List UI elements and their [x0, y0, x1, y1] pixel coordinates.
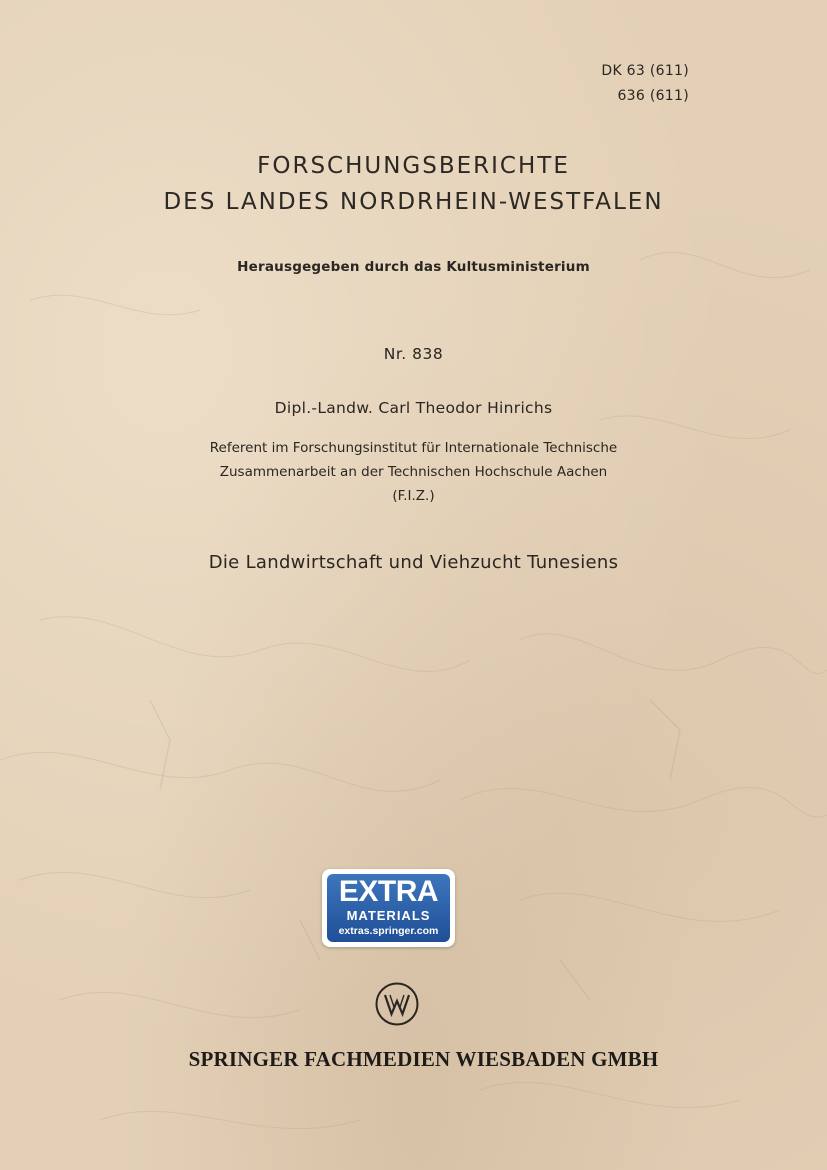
- publisher-imprint: SPRINGER FACHMEDIEN WIESBADEN GMBH: [188, 1047, 659, 1071]
- affiliation-line-2: Zusammenarbeit an der Technischen Hochschule Aachen: [219, 464, 608, 480]
- extra-materials-badge[interactable]: [322, 869, 455, 947]
- author-affiliation: [0, 436, 827, 508]
- publisher-w-logo-icon: [374, 981, 420, 1027]
- extra-materials-panel: [327, 874, 450, 942]
- extra-label: EXTRA: [338, 875, 439, 908]
- report-number: Nr. 838: [383, 345, 444, 363]
- author-name: Dipl.-Landw. Carl Theodor Hinrichs: [274, 399, 553, 417]
- extras-url: extras.springer.com: [338, 925, 439, 937]
- publisher-note: Herausgegeben durch das Kultusministerium: [237, 259, 590, 275]
- affiliation-line-3: (F.I.Z.): [392, 488, 435, 504]
- book-title: Die Landwirtschaft und Viehzucht Tunesiens: [208, 552, 619, 573]
- affiliation-line-1: Referent im Forschungsinstitut für Internationale Technische: [209, 440, 618, 456]
- materials-label: MATERIALS: [346, 908, 431, 923]
- series-title-line-1: FORSCHUNGSBERICHTE: [257, 153, 570, 179]
- classification-line-1: DK 63 (611): [601, 63, 689, 79]
- series-title: [0, 148, 827, 220]
- classification-code: [601, 59, 689, 109]
- series-title-line-2: DES LANDES NORDRHEIN-WESTFALEN: [163, 189, 664, 215]
- classification-line-2: 636 (611): [617, 88, 689, 104]
